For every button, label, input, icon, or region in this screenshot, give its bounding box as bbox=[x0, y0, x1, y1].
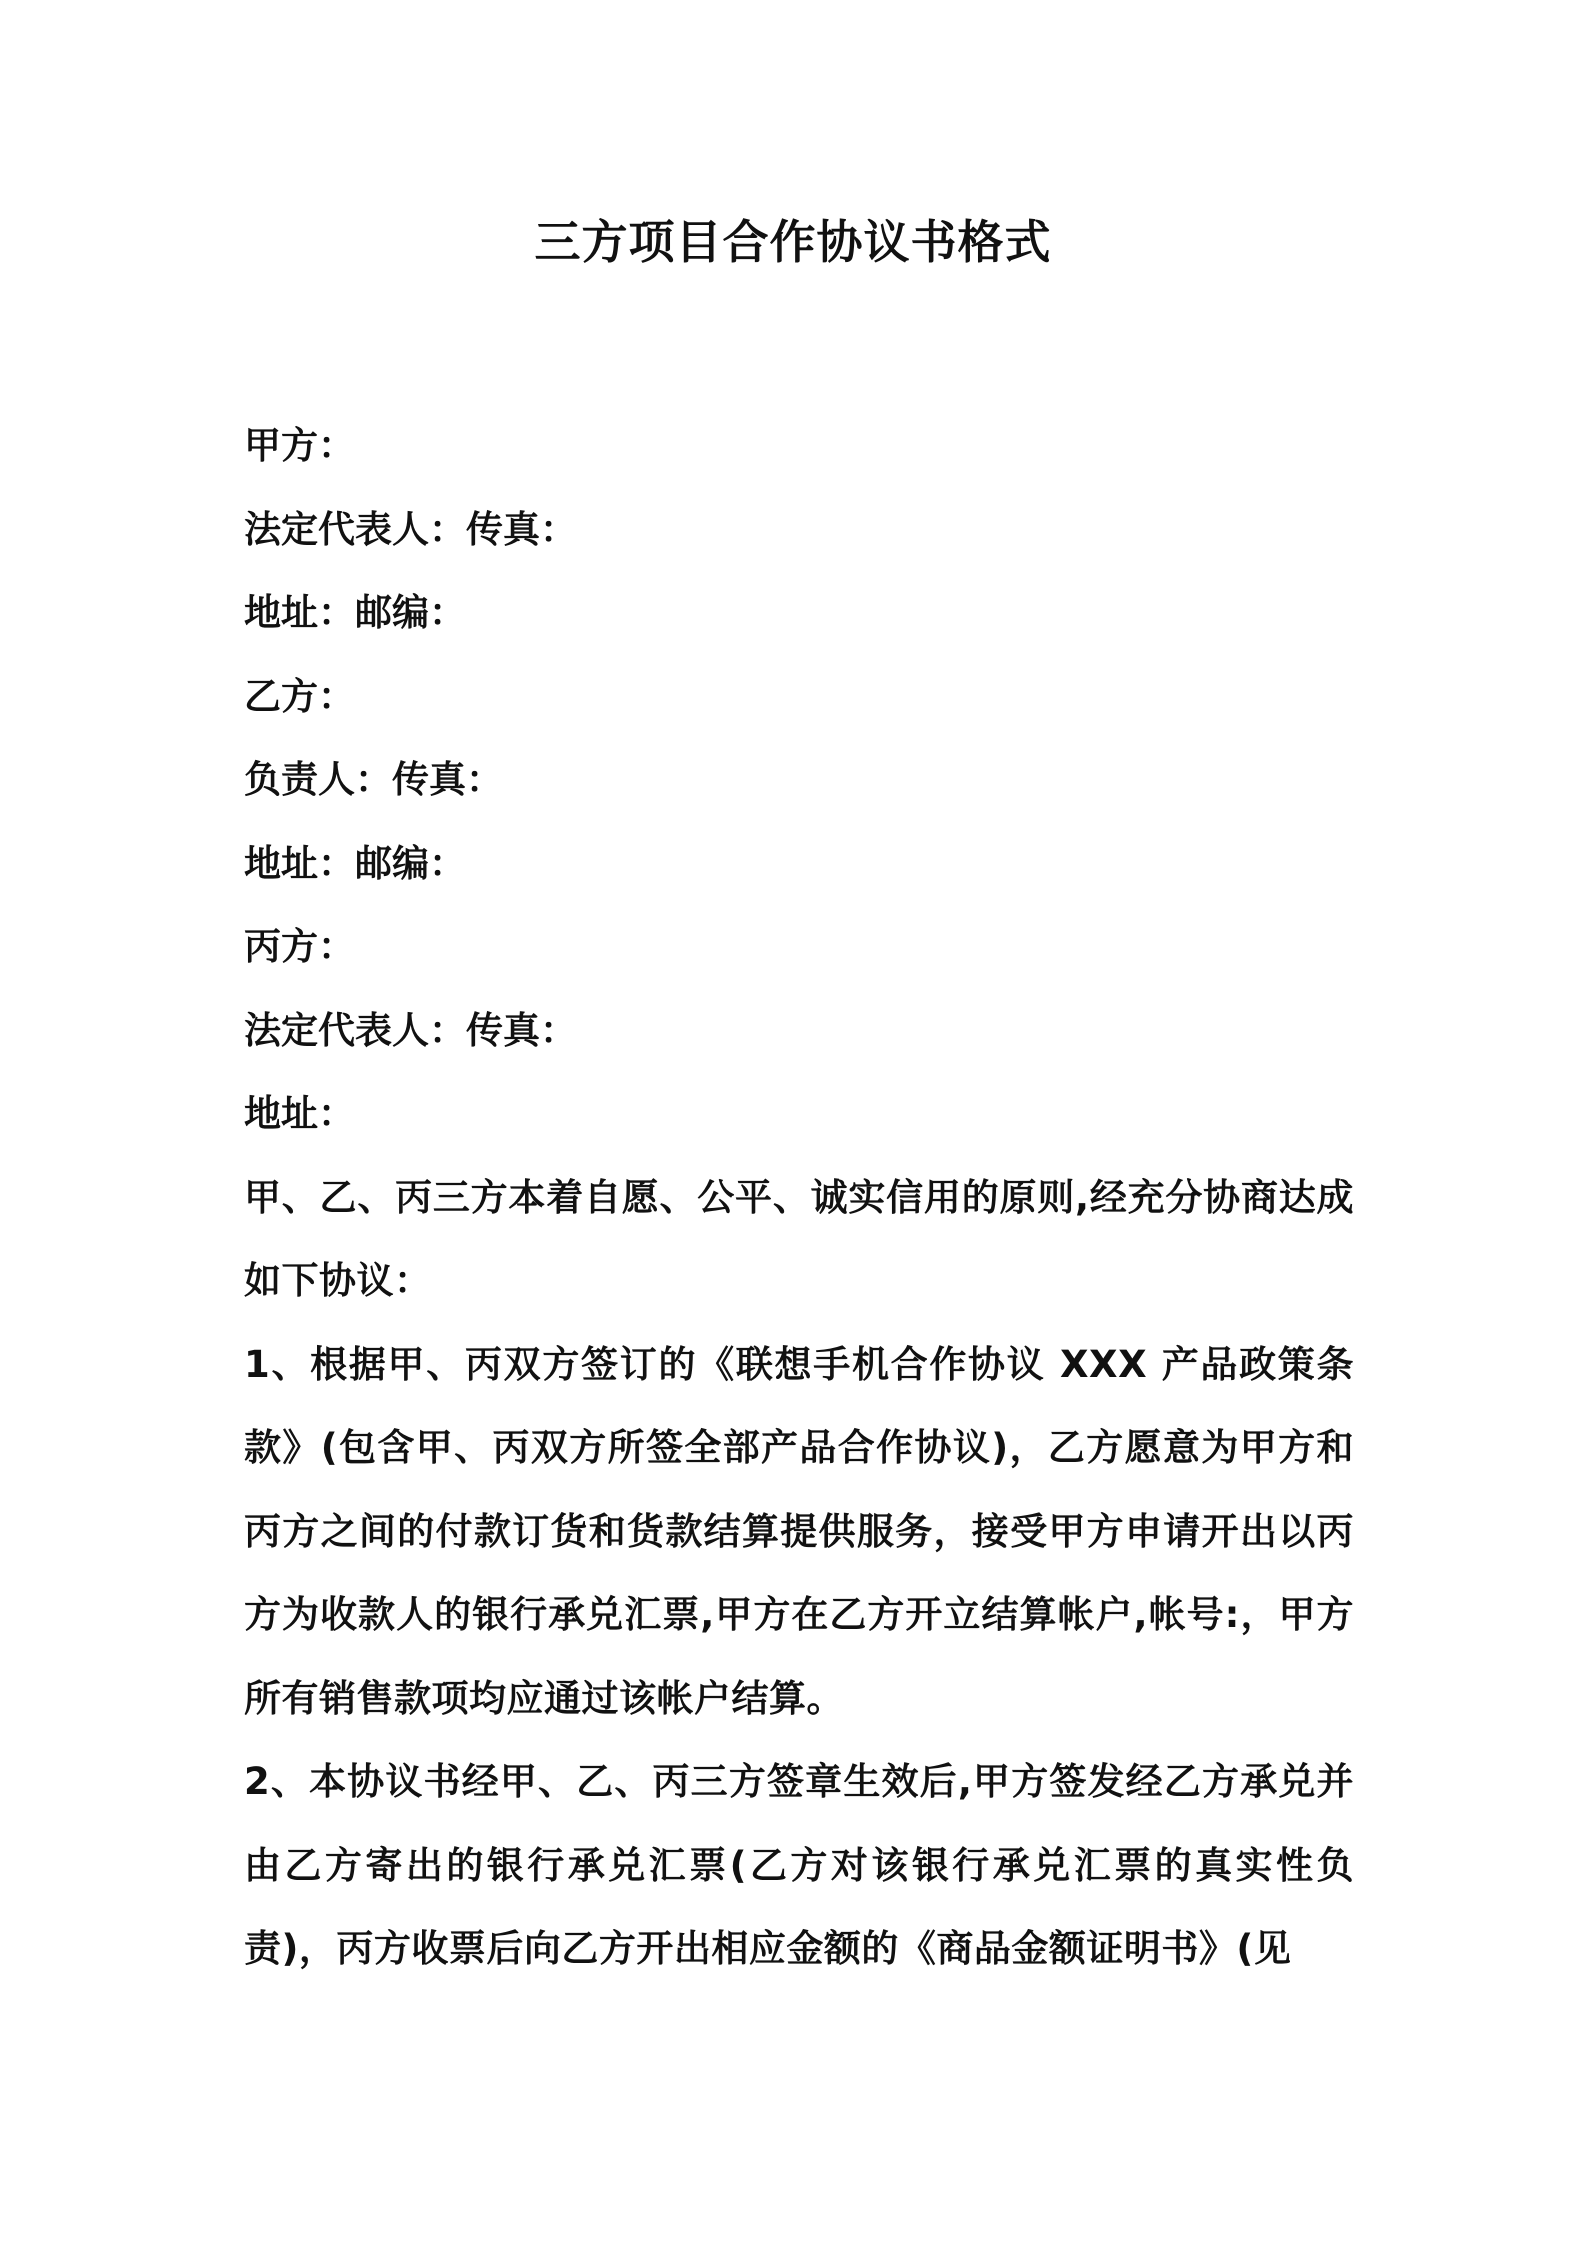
party-a-representative-fax: 法定代表人：传真： bbox=[244, 507, 577, 551]
document-title: 三方项目合作协议书格式 bbox=[534, 215, 1052, 269]
party-b-person-in-charge-fax: 负责人：传真： bbox=[244, 758, 503, 801]
party-a-address-postcode: 地址：邮编： bbox=[244, 591, 466, 634]
party-c-address: 地址： bbox=[244, 1092, 355, 1135]
party-b-label: 乙方： bbox=[244, 674, 355, 718]
party-a-label: 甲方： bbox=[244, 424, 355, 467]
party-c-representative-fax: 法定代表人：传真： bbox=[244, 1008, 577, 1052]
clause-2: 2、本协议书经甲、乙、丙三方签章生效后,甲方签发经乙方承兑并由乙方寄出的银行承兑汇票(乙方对该银行承兑汇票的真实性负责)，丙方收票后向乙方开出相应金额的《商品金额证明书》(见 bbox=[244, 1760, 1354, 1970]
clause-1: 1、根据甲、丙双方签订的《联想手机合作协议 XXX 产品政策条款》(包含甲、丙双方所签全部产品合作协议)，乙方愿意为甲方和丙方之间的付款订货和货款结算提供服务，接受甲方申请开出以丙方为收款人的银行承兑汇票,甲方在乙方开立结算帐户,帐号:，甲方所有销售款项均应通过该帐户结算。 bbox=[244, 1342, 1354, 1720]
document-body bbox=[244, 404, 1354, 1991]
party-c-label: 丙方： bbox=[244, 925, 355, 968]
party-b-address-postcode: 地址：邮编： bbox=[244, 841, 466, 885]
agreement-preamble: 甲、乙、丙三方本着自愿、公平、诚实信用的原则,经充分协商达成如下协议： bbox=[244, 1175, 1354, 1302]
